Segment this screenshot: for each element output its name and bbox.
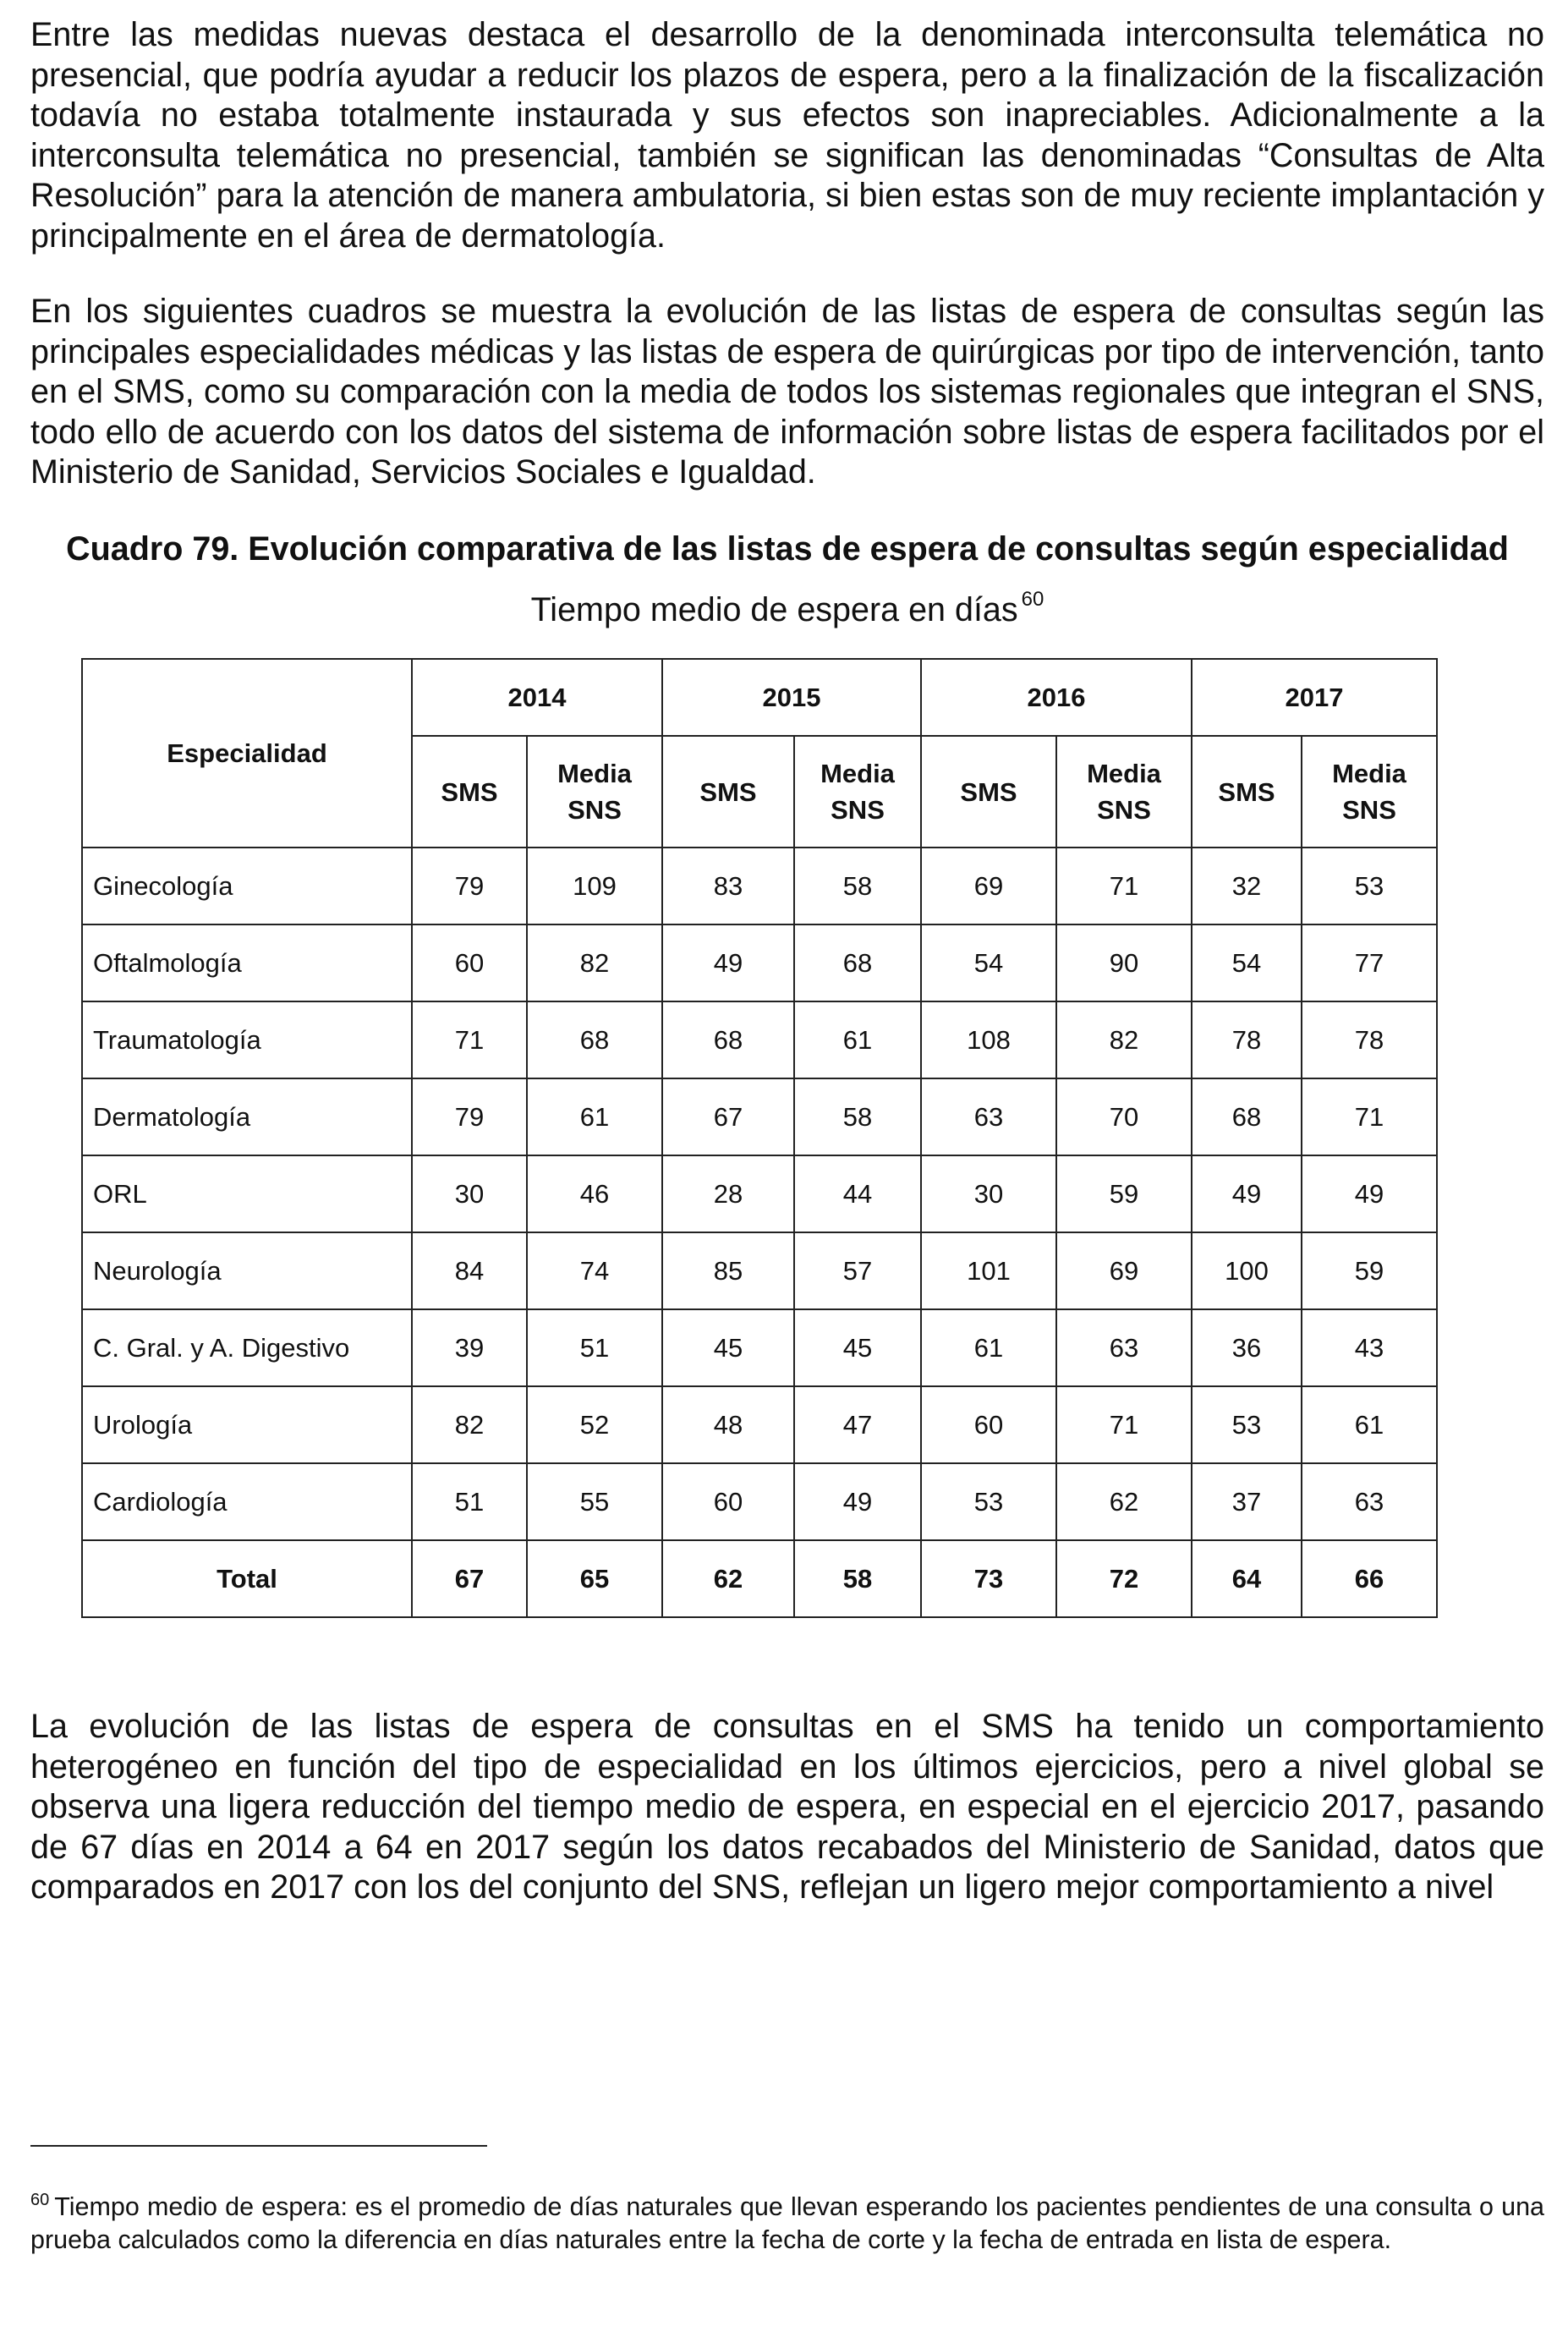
cell-sms: 84 — [412, 1232, 527, 1309]
cell-media-sns: 68 — [794, 924, 921, 1001]
header-year: 2014 — [412, 659, 662, 736]
subheader-sms: SMS — [1192, 736, 1302, 848]
cell-sms: 30 — [921, 1155, 1056, 1232]
cell-sms: 67 — [412, 1540, 527, 1617]
table-row — [82, 848, 1437, 924]
cell-media-sns: 69 — [1056, 1232, 1192, 1309]
footnote-separator — [30, 2145, 487, 2147]
cell-media-sns: 59 — [1302, 1232, 1437, 1309]
cell-media-sns: 74 — [527, 1232, 662, 1309]
footnote-ref: 60 — [1021, 587, 1044, 611]
table-row — [82, 1155, 1437, 1232]
subheader-media-sns: Media SNS — [527, 736, 662, 848]
cell-sms: 28 — [662, 1155, 794, 1232]
table-caption: Cuadro 79. Evolución comparativa de las listas de espera de consultas según especialidad — [66, 529, 1509, 568]
table-subcaption — [30, 579, 1544, 630]
table-row — [82, 1078, 1437, 1155]
row-label: Cardiología — [82, 1463, 412, 1540]
cell-sms: 60 — [921, 1386, 1056, 1463]
cell-sms: 60 — [662, 1463, 794, 1540]
cell-sms: 49 — [1192, 1155, 1302, 1232]
cell-sms: 79 — [412, 1078, 527, 1155]
cell-media-sns: 47 — [794, 1386, 921, 1463]
cell-sms: 53 — [921, 1463, 1056, 1540]
cell-media-sns: 61 — [794, 1001, 921, 1078]
cell-media-sns: 82 — [527, 924, 662, 1001]
cell-media-sns: 43 — [1302, 1309, 1437, 1386]
cell-media-sns: 109 — [527, 848, 662, 924]
table-row — [82, 924, 1437, 1001]
cell-sms: 78 — [1192, 1001, 1302, 1078]
cell-media-sns: 71 — [1056, 848, 1192, 924]
cell-sms: 73 — [921, 1540, 1056, 1617]
table-body — [82, 848, 1437, 1617]
cell-sms: 30 — [412, 1155, 527, 1232]
cell-media-sns: 78 — [1302, 1001, 1437, 1078]
cell-media-sns: 63 — [1056, 1309, 1192, 1386]
header-year: 2015 — [662, 659, 921, 736]
subheader-sms: SMS — [412, 736, 527, 848]
subcaption-text: Tiempo medio de espera en días — [530, 590, 1018, 628]
subheader-media-sns: Media SNS — [794, 736, 921, 848]
subheader-media-sns: Media SNS — [1302, 736, 1437, 848]
cell-media-sns: 82 — [1056, 1001, 1192, 1078]
cell-sms: 36 — [1192, 1309, 1302, 1386]
cell-sms: 63 — [921, 1078, 1056, 1155]
cell-media-sns: 58 — [794, 1078, 921, 1155]
row-label: ORL — [82, 1155, 412, 1232]
cell-sms: 68 — [1192, 1078, 1302, 1155]
cell-media-sns: 59 — [1056, 1155, 1192, 1232]
cell-sms: 68 — [662, 1001, 794, 1078]
cell-media-sns: 77 — [1302, 924, 1437, 1001]
table-row — [82, 1386, 1437, 1463]
footnote-text: Tiempo medio de espera: es el promedio de días naturales que llevan esperando los pacientes pendientes de una consulta o una prueba calculados como la diferencia en días naturales entre la fecha de corte y la fecha de entrada en lista de espera. — [30, 2192, 1544, 2254]
header-year: 2016 — [921, 659, 1192, 736]
table-row — [82, 1463, 1437, 1540]
table-row — [82, 1232, 1437, 1309]
cell-media-sns: 45 — [794, 1309, 921, 1386]
header-specialty: Especialidad — [82, 659, 412, 848]
cell-sms: 71 — [412, 1001, 527, 1078]
cell-sms: 37 — [1192, 1463, 1302, 1540]
cell-media-sns: 49 — [794, 1463, 921, 1540]
cell-sms: 60 — [412, 924, 527, 1001]
cell-sms: 69 — [921, 848, 1056, 924]
row-label: Total — [82, 1540, 412, 1617]
row-label: Urología — [82, 1386, 412, 1463]
paragraph-analysis: La evolución de las listas de espera de consultas en el SMS ha tenido un comportamiento heterogéneo en función del tipo de especialidad en los últimos ejercicios, pero a nivel global se observa una ligera reducción del tiempo medio de espera, en especial en el ejercicio 2017, pasando de 67 días en 2014 a 64 en 2017 según los datos recabados del Ministerio de Sanidad, datos que comparados en 2017 con los del conjunto del SNS, reflejan un ligero mejor comportamiento a nivel — [30, 1708, 1544, 1906]
cell-media-sns: 70 — [1056, 1078, 1192, 1155]
cell-sms: 83 — [662, 848, 794, 924]
cell-sms: 100 — [1192, 1232, 1302, 1309]
cell-sms: 45 — [662, 1309, 794, 1386]
waiting-list-table — [81, 658, 1438, 1618]
row-label: Ginecología — [82, 848, 412, 924]
row-label: Traumatología — [82, 1001, 412, 1078]
subheader-sms: SMS — [662, 736, 794, 848]
footnote-number: 60 — [30, 2191, 50, 2209]
cell-sms: 53 — [1192, 1386, 1302, 1463]
cell-sms: 61 — [921, 1309, 1056, 1386]
cell-media-sns: 46 — [527, 1155, 662, 1232]
cell-media-sns: 63 — [1302, 1463, 1437, 1540]
row-label: Neurología — [82, 1232, 412, 1309]
cell-media-sns: 90 — [1056, 924, 1192, 1001]
table-row — [82, 1001, 1437, 1078]
cell-sms: 67 — [662, 1078, 794, 1155]
footnote — [30, 2184, 1544, 2257]
cell-media-sns: 44 — [794, 1155, 921, 1232]
table-header — [82, 659, 1437, 848]
cell-media-sns: 53 — [1302, 848, 1437, 924]
cell-media-sns: 57 — [794, 1232, 921, 1309]
cell-media-sns: 58 — [794, 848, 921, 924]
cell-media-sns: 68 — [527, 1001, 662, 1078]
cell-sms: 79 — [412, 848, 527, 924]
cell-sms: 32 — [1192, 848, 1302, 924]
cell-media-sns: 58 — [794, 1540, 921, 1617]
subheader-media-sns: Media SNS — [1056, 736, 1192, 848]
cell-sms: 101 — [921, 1232, 1056, 1309]
cell-sms: 64 — [1192, 1540, 1302, 1617]
cell-media-sns: 71 — [1302, 1078, 1437, 1155]
cell-sms: 62 — [662, 1540, 794, 1617]
header-year: 2017 — [1192, 659, 1437, 736]
row-label: C. Gral. y A. Digestivo — [82, 1309, 412, 1386]
cell-media-sns: 62 — [1056, 1463, 1192, 1540]
cell-media-sns: 51 — [527, 1309, 662, 1386]
table-row — [82, 1309, 1437, 1386]
row-label: Oftalmología — [82, 924, 412, 1001]
cell-sms: 54 — [1192, 924, 1302, 1001]
table-row-total — [82, 1540, 1437, 1617]
cell-media-sns: 61 — [527, 1078, 662, 1155]
cell-sms: 51 — [412, 1463, 527, 1540]
cell-media-sns: 65 — [527, 1540, 662, 1617]
cell-sms: 48 — [662, 1386, 794, 1463]
cell-media-sns: 72 — [1056, 1540, 1192, 1617]
cell-sms: 82 — [412, 1386, 527, 1463]
cell-sms: 39 — [412, 1309, 527, 1386]
row-label: Dermatología — [82, 1078, 412, 1155]
paragraph-intro: Entre las medidas nuevas destaca el desarrollo de la denominada interconsulta telemática no presencial, que podría ayudar a reducir los plazos de espera, pero a la finalización de la fiscalización todavía no estaba totalmente instaurada y sus efectos son inapreciables. Adicionalmente a la interconsulta telemática no presencial, también se significan las denominadas “Consultas de Alta Resolución” para la atención de manera ambulatoria, si bien estas son de muy reciente implantación y principalmente en el área de dermatología. — [30, 16, 1544, 255]
cell-sms: 49 — [662, 924, 794, 1001]
cell-sms: 108 — [921, 1001, 1056, 1078]
cell-media-sns: 66 — [1302, 1540, 1437, 1617]
cell-media-sns: 49 — [1302, 1155, 1437, 1232]
paragraph-tables-intro: En los siguientes cuadros se muestra la evolución de las listas de espera de consultas según las principales especialidades médicas y las listas de espera de quirúrgicas por tipo de intervención, tanto en el SMS, como su comparación con la media de todos los sistemas regionales que integran el SNS, todo ello de acuerdo con los datos del sistema de información sobre listas de espera facilitados por el Ministerio de Sanidad, Servicios Sociales e Igualdad. — [30, 293, 1544, 491]
cell-media-sns: 71 — [1056, 1386, 1192, 1463]
cell-media-sns: 55 — [527, 1463, 662, 1540]
cell-media-sns: 61 — [1302, 1386, 1437, 1463]
subheader-sms: SMS — [921, 736, 1056, 848]
cell-sms: 54 — [921, 924, 1056, 1001]
cell-media-sns: 52 — [527, 1386, 662, 1463]
cell-sms: 85 — [662, 1232, 794, 1309]
